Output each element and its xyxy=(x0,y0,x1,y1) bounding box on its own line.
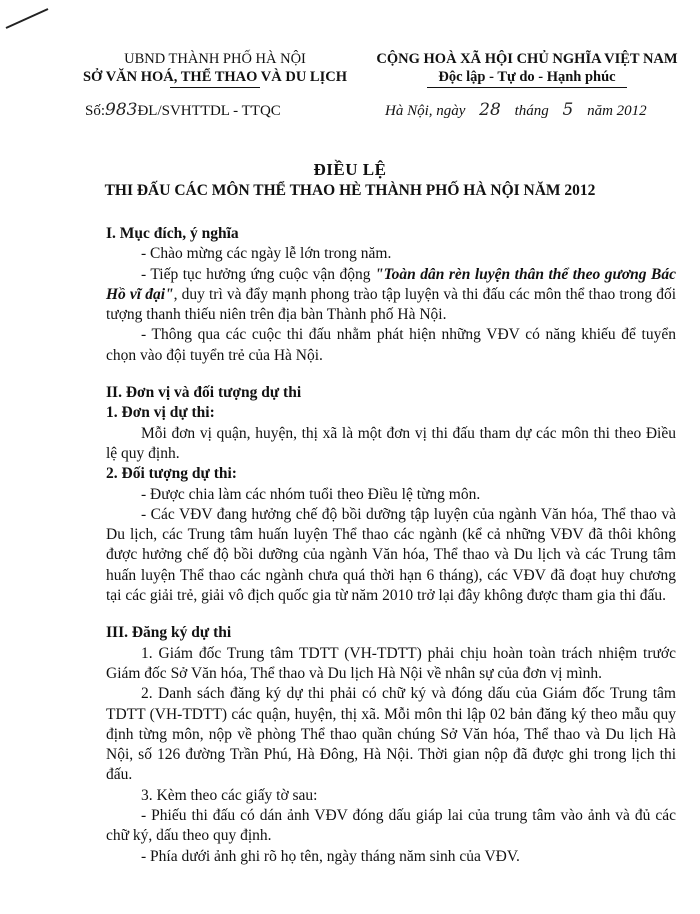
para-2-lead: - Tiếp tục hưởng ứng cuộc vận động xyxy=(141,265,375,283)
issuer-underline xyxy=(170,87,260,88)
section-3-para-3: 3. Kèm theo các giấy tờ sau: xyxy=(141,786,318,804)
date-month-label: tháng xyxy=(514,103,549,119)
issuer-header xyxy=(70,50,360,88)
section-1-para-3: - Thông qua các cuộc thi đấu nhằm phát hiện những VĐV có năng khiếu để tuyển chọn vào đội tuyển trẻ của Hà Nội. xyxy=(106,326,676,364)
section-2-sub-1: 1. Đơn vị dự thi: xyxy=(106,404,215,422)
ref-suffix: ĐL/SVHTTDL - TTQC xyxy=(137,103,281,119)
date-year-label: năm 2012 xyxy=(587,103,647,119)
document-subtitle: THI ĐẤU CÁC MÔN THỂ THAO HÈ THÀNH PHỐ HÀ NỘI NĂM 2012 xyxy=(104,182,596,199)
date-day: 28 xyxy=(479,100,501,120)
section-1-para-1: - Chào mừng các ngày lễ lớn trong năm. xyxy=(141,245,392,263)
national-title: CỘNG HOÀ XÃ HỘI CHỦ NGHĨA VIỆT NAM xyxy=(376,51,678,67)
section-2-para-2: - Được chia làm các nhóm tuổi theo Điều lệ từng môn. xyxy=(141,485,481,503)
national-header xyxy=(362,50,692,88)
section-3-heading: III. Đăng ký dự thi xyxy=(106,624,232,642)
section-2-para-1: Mỗi đơn vị quận, huyện, thị xã là một đơn vị thi đấu tham dự các môn thi theo Điều lệ quy định. xyxy=(106,424,676,462)
ref-handwritten-number: 983 xyxy=(105,100,138,120)
section-2-heading: II. Đơn vị và đối tượng dự thi xyxy=(106,384,302,402)
document-title: ĐIỀU LỆ xyxy=(313,160,387,179)
section-3-para-4: - Phiếu thi đấu có dán ảnh VĐV đóng dấu giáp lai của trung tâm vào ảnh và đủ các chữ ký, dấu theo quy định. xyxy=(106,807,676,845)
reference-number xyxy=(85,100,281,120)
issuer-line-2: SỞ VĂN HOÁ, THỂ THAO VÀ DU LỊCH xyxy=(82,69,347,85)
pen-stroke-mark xyxy=(4,6,50,32)
section-3-para-1: 1. Giám đốc Trung tâm TDTT (VH-TDTT) phải chịu hoàn toàn trách nhiệm trước Giám đốc Sở Văn hóa, Thể thao và Du lịch Hà Nội về nhân sự của đơn vị mình. xyxy=(106,644,676,682)
section-3-para-2: 2. Danh sách đăng ký dự thi phải có chữ ký và đóng dấu của Giám đốc Trung tâm TDTT (VH-TDTT) các quận, huyện, thị xã. Mỗi môn thi lập 02 bản đăng ký theo mẫu quy định từng môn, nộp về phòng Thể thao quần chúng Sở Văn hóa, Thể thao và Du lịch Hà Nội, số 126 đường Trần Phú, Hà Đông, Hà Nội. Thời gian nộp đã được ghi trong lịch thi đấu. xyxy=(106,685,676,784)
issue-date xyxy=(385,100,647,120)
ref-prefix: Số: xyxy=(85,103,106,119)
section-3-para-5: - Phía dưới ảnh ghi rõ họ tên, ngày tháng năm sinh của VĐV. xyxy=(141,847,520,865)
issuer-line-1: UBND THÀNH PHỐ HÀ NỘI xyxy=(124,51,306,67)
section-1-heading: I. Mục đích, ý nghĩa xyxy=(106,225,239,242)
para-2-rest: , duy trì và đẩy mạnh phong trào tập luyện và thi đấu các môn thể thao trong đối tượng thanh thiếu niên trên địa bàn Thành phố Hà Nội. xyxy=(106,285,677,324)
section-2-para-3: - Các VĐV đang hưởng chế độ bồi dưỡng tập luyện của ngành Văn hóa, Thể thao và Du lịch, các Trung tâm huấn luyện Thể thao các ngành (kể cả những VĐV đã thôi không được hưởng chế độ bồi dưỡng của ngành Văn hóa, Thể thao và Du lịch và các Trung tâm huấn luyện Thể thao các ngành chưa quá thời hạn 6 tháng), các VĐV đã đoạt huy chương tại các giải trẻ, giải vô địch quốc gia từ năm 2010 trở lại đây không được tham gia thi đấu. xyxy=(106,505,676,605)
motto-underline xyxy=(427,87,627,88)
document-body xyxy=(106,224,676,867)
section-1-para-2 xyxy=(106,265,676,326)
campaign-slogan: "Toàn dân rèn luyện thân thể theo gương Bác Hồ vĩ đại" xyxy=(106,265,676,303)
national-motto: Độc lập - Tự do - Hạnh phúc xyxy=(438,69,616,85)
date-month: 5 xyxy=(562,100,574,120)
date-prefix: Hà Nội, ngày xyxy=(385,103,466,119)
section-2-sub-2: 2. Đối tượng dự thi: xyxy=(106,465,237,483)
